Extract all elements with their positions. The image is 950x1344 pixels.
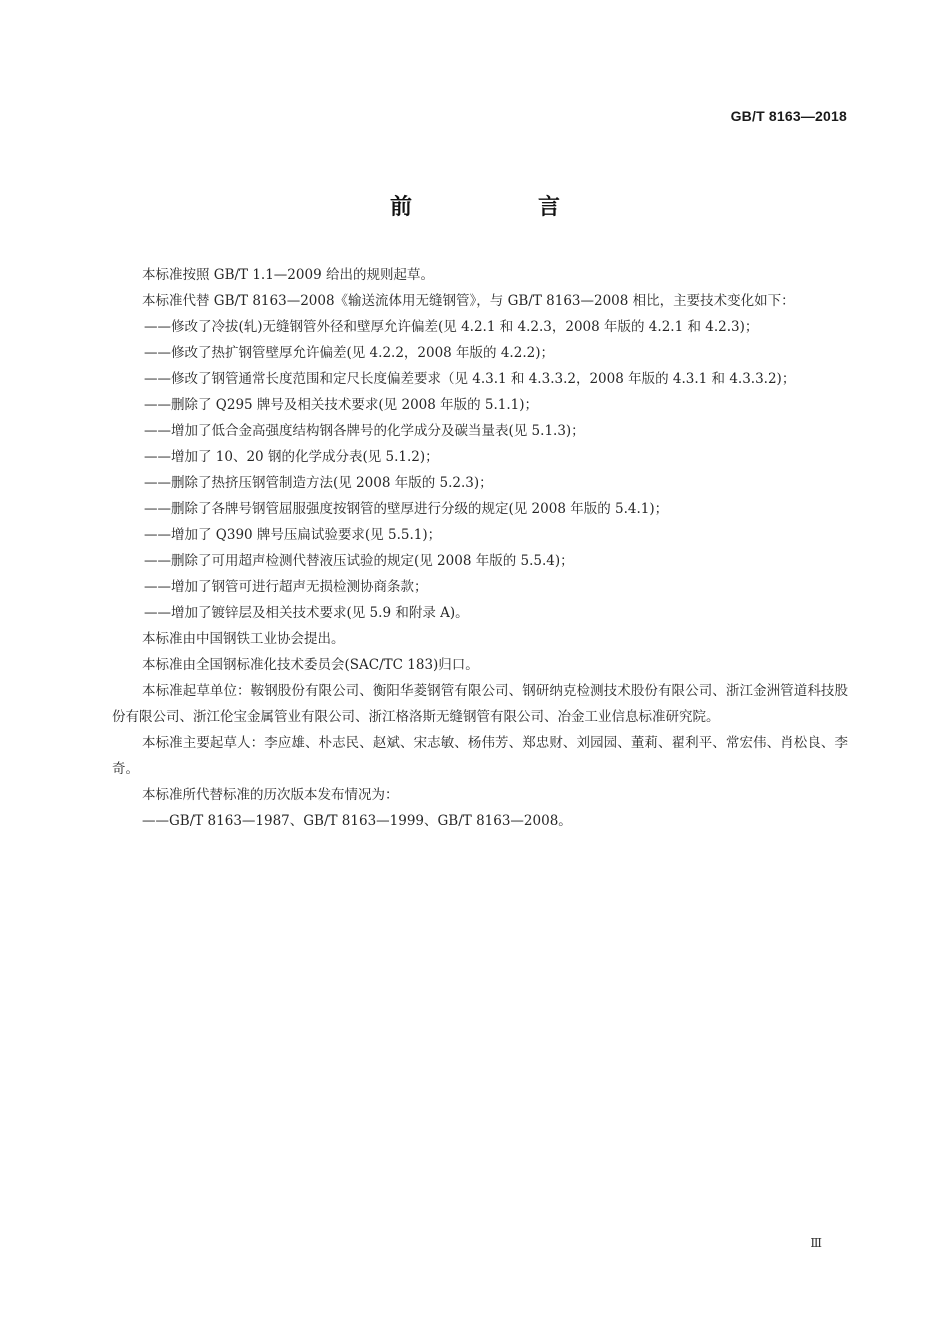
history-versions: ——GB/T 8163—1987、GB/T 8163—1999、GB/T 8163—2008。	[142, 813, 572, 829]
change-list	[112, 314, 848, 626]
change-item: ——增加了钢管可进行超声无损检测协商条款；	[144, 579, 428, 595]
foreword-body	[112, 262, 848, 834]
change-item: ——修改了热扩钢管壁厚允许偏差(见 4.2.2，2008 年版的 4.2.2)；	[144, 345, 554, 361]
committee-paragraph: 本标准由全国钢标准化技术委员会(SAC/TC 183)归口。	[142, 657, 479, 673]
change-item: ——删除了热挤压钢管制造方法(见 2008 年版的 5.2.3)；	[144, 475, 493, 491]
drafting-units-paragraph: 本标准起草单位：鞍钢股份有限公司、衡阳华菱钢管有限公司、钢研纳克检测技术股份有限公司、浙江金洲管道科技股份有限公司、浙江伦宝金属管业有限公司、浙江格洛斯无缝钢管有限公司、冶金工业信息标准研究院。	[112, 683, 848, 725]
change-item: ——增加了镀锌层及相关技术要求(见 5.9 和附录 A)。	[144, 605, 469, 621]
proposer-paragraph: 本标准由中国钢铁工业协会提出。	[142, 631, 345, 647]
change-item: ——删除了可用超声检测代替液压试验的规定(见 2008 年版的 5.5.4)；	[144, 553, 574, 569]
change-item: ——删除了各牌号钢管屈服强度按钢管的壁厚进行分级的规定(见 2008 年版的 5.4.1)；	[144, 501, 669, 517]
page-title: 前 言	[389, 195, 612, 220]
change-item: ——修改了钢管通常长度范围和定尺长度偏差要求（见 4.3.1 和 4.3.3.2，2008 年版的 4.3.1 和 4.3.3.2)；	[144, 371, 796, 387]
change-item: ——修改了冷拔(轧)无缝钢管外径和壁厚允许偏差(见 4.2.1 和 4.2.3，2008 年版的 4.2.1 和 4.2.3)；	[144, 319, 759, 335]
standard-code: GB/T 8163—2018	[730, 108, 847, 124]
change-item: ——删除了 Q295 牌号及相关技术要求(见 2008 年版的 5.1.1)；	[144, 397, 539, 413]
change-item: ——增加了 10、20 钢的化学成分表(见 5.1.2)；	[144, 449, 439, 465]
history-intro-paragraph: 本标准所代替标准的历次版本发布情况为：	[142, 787, 399, 803]
drafting-rule-paragraph: 本标准按照 GB/T 1.1—2009 给出的规则起草。	[142, 267, 434, 283]
drafters-paragraph: 本标准主要起草人：李应雄、朴志民、赵斌、宋志敏、杨伟芳、郑忠财、刘园园、董莉、翟利平、常宏伟、肖松良、李奇。	[112, 735, 848, 777]
change-item: ——增加了低合金高强度结构钢各牌号的化学成分及碳当量表(见 5.1.3)；	[144, 423, 585, 439]
change-item: ——增加了 Q390 牌号压扁试验要求(见 5.5.1)；	[144, 527, 442, 543]
replacement-paragraph: 本标准代替 GB/T 8163—2008《输送流体用无缝钢管》，与 GB/T 8163—2008 相比，主要技术变化如下：	[142, 293, 795, 309]
page-number: Ⅲ	[810, 1236, 822, 1250]
